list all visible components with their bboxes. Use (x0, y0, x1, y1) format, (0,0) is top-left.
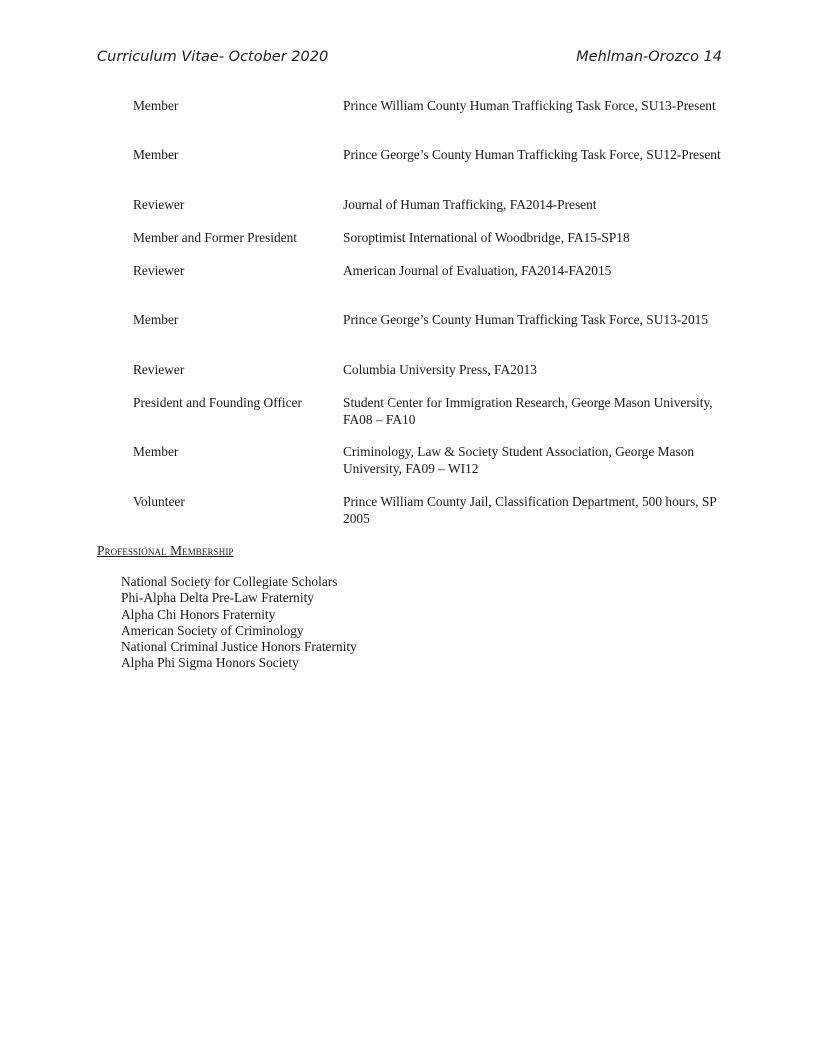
membership-item: Phi-Alpha Delta Pre-Law Fraternity (121, 590, 314, 606)
membership-item: American Society of Criminology (121, 622, 304, 638)
service-org: Soroptimist International of Woodbridge, FA15-SP18 (343, 230, 630, 245)
membership-item: National Criminal Justice Honors Fraternity (121, 639, 357, 655)
service-org: Journal of Human Trafficking, FA2014-Present (343, 197, 597, 212)
service-role: Member and Former President (133, 230, 297, 245)
service-org: Prince William County Human Trafficking Task Force, SU13-Present (343, 98, 716, 113)
service-org: Prince William County Jail, Classification Department, 500 hours, SP 2005 (343, 494, 717, 526)
membership-item: Alpha Phi Sigma Honors Society (121, 655, 299, 671)
service-role: Member (133, 98, 179, 113)
membership-item: National Society for Collegiate Scholars (121, 574, 338, 589)
service-role: Member (133, 444, 179, 459)
service-role: Reviewer (133, 362, 185, 377)
header-page-number: Mehlman-Orozco 14 (576, 49, 722, 65)
service-org: Student Center for Immigration Research, George Mason University, FA08 – FA10 (343, 395, 713, 427)
service-org: Prince George’s County Human Trafficking Task Force, SU13-2015 (343, 312, 709, 327)
service-role: Reviewer (133, 263, 185, 278)
service-role: Reviewer (133, 197, 185, 212)
section-heading-professional-membership: Professional Membership (97, 543, 234, 558)
service-role: Member (133, 312, 179, 327)
service-org: Criminology, Law & Society Student Association, George Mason University, FA09 – WI12 (343, 444, 695, 476)
service-role: Member (133, 147, 179, 162)
service-org: Prince George’s County Human Trafficking Task Force, SU12-Present (343, 147, 721, 162)
service-role: Volunteer (133, 494, 185, 509)
header-title: Curriculum Vitae- October 2020 (97, 49, 329, 65)
membership-list (121, 574, 357, 672)
membership-item: Alpha Chi Honors Fraternity (121, 606, 276, 622)
service-role: President and Founding Officer (133, 395, 302, 410)
page-header (97, 49, 722, 71)
service-org: Columbia University Press, FA2013 (343, 362, 537, 377)
service-org: American Journal of Evaluation, FA2014-FA2015 (343, 263, 612, 278)
